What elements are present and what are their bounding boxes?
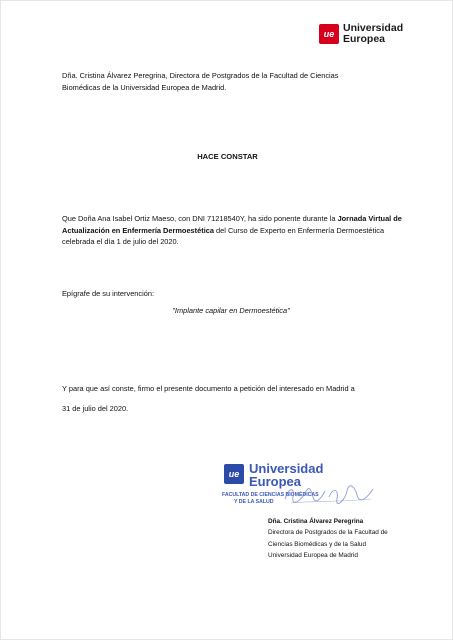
stamp-mark-icon: ue xyxy=(224,464,244,484)
closing-paragraph xyxy=(62,379,402,419)
stamp-sub-line2: Y DE LA SALUD xyxy=(234,499,274,505)
stamp-name-line1: Universidad xyxy=(249,461,324,476)
body-paragraph xyxy=(62,213,402,248)
body-text-2: del Curso de Experto en Enfermería Dermoestética celebrada el día 1 de julio del 2020. xyxy=(62,225,385,246)
closing-line2: 31 de julio del 2020. xyxy=(62,404,129,413)
intro-line1: Dña. Cristina Álvarez Peregrina, Directora de Postgrados de la Facultad de Ciencias xyxy=(62,71,339,80)
intro-paragraph xyxy=(62,70,402,93)
epigrafe-label: Epígrafe de su intervención: xyxy=(62,289,155,298)
signer-block xyxy=(268,516,388,562)
signer-role-line1: Directora de Postgrados de la Facultad de xyxy=(268,529,388,537)
logo-line1: Universidad xyxy=(343,22,404,34)
epigrafe-title: "Implante capilar en Dermoestética" xyxy=(172,306,290,315)
document-heading: HACE CONSTAR xyxy=(197,152,258,161)
closing-line1: Y para que así conste, firmo el presente documento a petición del interesado en Madrid a xyxy=(62,384,355,393)
signer-org: Universidad Europea de Madrid xyxy=(268,552,358,560)
stamp-sub-line1: FACULTAD DE CIENCIAS BIOMÉDICAS xyxy=(222,492,319,498)
body-text-1: Que Doña Ana Isabel Ortiz Maeso, con DNI 71218540Y, ha sido ponente durante la xyxy=(62,214,338,223)
event-name: Jornada Virtual de Actualización en Enfermería Dermoestética xyxy=(62,214,402,235)
signer-role-line2: Ciencias Biomédicas y de la Salud xyxy=(268,540,367,548)
logo-mark-icon: ue xyxy=(319,24,339,44)
logo-text xyxy=(343,23,403,45)
intro-line2: Biomédicas de la Universidad Europea de Madrid. xyxy=(62,82,227,92)
stamp-name-line2: Europea xyxy=(249,474,302,489)
university-logo xyxy=(319,23,403,45)
logo-line2: Europea xyxy=(343,33,386,45)
handwritten-signature xyxy=(281,479,381,509)
signer-name: Dña. Cristina Álvarez Peregrina xyxy=(268,518,364,525)
